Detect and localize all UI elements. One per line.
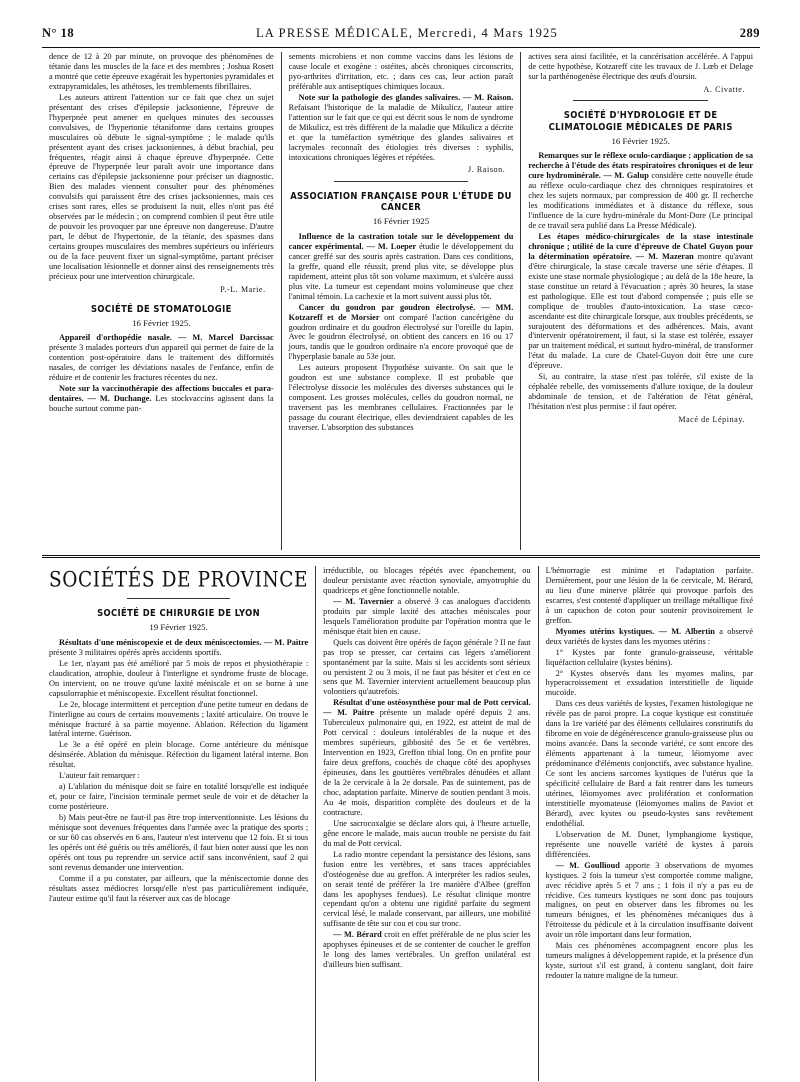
article-lead: — M. Goullioud bbox=[555, 860, 620, 870]
paragraph: Quels cas doivent être opérés de façon générale ? Il ne faut pas trop se presser, car certains cas légers s'améliorent spontanément par la suite. Mais si les accidents sont sérieux ou persistent 2 ou 3 mois, il ne faut pas hésiter et c'est en ce sens que M. Tavernier intervient actuellement beaucoup plus volontiers qu'autrefois. bbox=[323, 637, 531, 697]
section-title-cancer: ASSOCIATION FRANÇAISE POUR L'ÉTUDE DU CANCER bbox=[290, 191, 512, 214]
article-lead: — M. Bérard bbox=[333, 930, 382, 940]
top-column-2 bbox=[281, 52, 521, 550]
article-lead: Remarques sur le réflexe oculo-cardiaque ; application de sa recherche à l'étude des états respiratoires chroniques et de leur cure hydrominérale. — M. Galup bbox=[528, 151, 754, 181]
paragraph: 1° Kystes par fonte granulo-graisseuse, véritable liquéfaction cellulaire (kystes bénins). bbox=[545, 647, 754, 667]
signature: J. Raison. bbox=[468, 165, 506, 175]
article-lead: Influence de la castration totale sur le développement du cancer expérimental. — M. Loeper bbox=[288, 231, 514, 251]
issue-number: N° 18 bbox=[42, 26, 75, 40]
paragraph bbox=[546, 627, 753, 647]
paragraph: Le 2e, blocage intermittent et perception d'une petite tumeur en dedans de l'interligne au cours de certains mouvements ; laxité articulaire. On trouve le ménisque fracturé à sa partie moyenne. Ablation. Réfection du ligament latéral interne. Guérison. bbox=[49, 699, 309, 739]
signature: Macé de Lépinay. bbox=[678, 415, 746, 425]
paragraph bbox=[289, 232, 514, 302]
paragraph: Dans ces deux variétés de kystes, l'examen histologique ne révèle pas de paroi propre. La coque kystique est constituée dans la 1re variété par des éléments cellulaires constitutifs du fibrome en voie de dégénérescence granulo-graisseuse plus ou moins avancée. Dans la seconde variété, ce sont encore des éléments appartenant à la tumeur, léiomyome avec prédominance d'éléments conjonctifs, avec substance hyaline. Ce sont les anciens sarcomes kystiques de l'utérus que la spécificité cellulaire de Bard a fait rentrer dans les tumeurs utérines, léiomyomes avec prolifération et conformation interstitielle myomateuse (léiomyomes malins de Paviot et Bérard), avec kystes ou pseudo-kystes sans revêtement endothélial. bbox=[545, 699, 754, 828]
divider bbox=[573, 100, 708, 101]
paragraph: Comme il a pu constater, par ailleurs, que la méniscectomie donne des résultats assez médiocres lorsqu'elle n'est pas particulièrement indiquée, l'auteur estime qu'il faut la réserver aux cas de blocage bbox=[49, 873, 309, 903]
paragraph: Le 3e a été opéré en plein blocage. Corne antérieure du ménisque désinsérée. Ablation du ménisque. Réfection du ligament latéral interne. Bon résultat. bbox=[49, 740, 309, 770]
article-body: a observé deux variétés de kystes dans les myomes utérins : bbox=[545, 626, 754, 646]
paragraph: La radio montre cependant la persistance des lésions, sans fusion entre les vertèbres, et sans traces appréciables d'ostéogenèse due au greffon. A interpréter les radios seules, on serait tenté de préférer la 1re manière d'Albee (greffon dans les apophyses fendues). Le résultat clinique montre cependant qu'on a obtenu une rigidité parfaite du segment cervical lésé, le malade conservant, par ailleurs, une mobilité suffisante de tête sur cou et cou sur tronc. bbox=[323, 849, 531, 929]
article-lead: Note sur la vaccinothérapie des affections buccales et para-dentaires. — M. Duchange. bbox=[49, 383, 274, 403]
paragraph bbox=[323, 930, 530, 970]
article-lead: Résultat d'une ostéosynthèse pour mal de Pott cervical. — M. Paitre bbox=[323, 698, 531, 718]
main-section-title: SOCIÉTÉS DE PROVINCE bbox=[49, 568, 309, 593]
paragraph: Les auteurs attirent l'attention sur ce fait que chez un sujet présentant des crises d'épilepsie jacksonienne, l'épreuve de l'hyperpnée peut amener en quelques minutes des secousses convulsives, de l'hypertonie tétaniforme dans certains groupes musculaires où débute le signal-symptôme ; le malade qu'ils présentent ayant des crises jacksoniennes, à début brachial, peu fréquentes, réagit ainsi à chaque épreuve d'hyperpnée. Cette épreuve de l'hyperpnée leur paraît avoir une importance dans certains cas d'épilepsie jacksonienne pour préciser un diagnostic. Bien des malades viennent consulter pour des phénomènes convulsifs qui paraissent être des crises jacksoniennes, mais ces crises sont rares, elles se produisent la nuit, elles n'ont pas été observées par le médecin ; on comprend combien il peut être utile de pouvoir les provoquer par une épreuve non dangereuse. D'autre part, le début de l'hypertonie, de la tétanie, des spasmes dans certains groupes musculaires des membres supérieurs ou inférieurs ou de la face peuvent fixer un signal-symptôme, partant préciser une localisation lésionnelle et donner ainsi des renseignements très précieux pour une intervention chirurgicale. bbox=[49, 92, 274, 281]
article-body: ont comparé l'action cancérigène du goudron ordinaire et du goudron électrolysé sur l'oreille du lapin. Avec le goudron électrolysé, on obtient des cancers en 16 ou 17 jours, tandis que le goudron ordinaire n'a encore provoqué que de l'hyperplasie banale au 53e jour. bbox=[288, 312, 514, 362]
section-title-hydrologie: SOCIÉTÉ D'HYDROLOGIE ET DE CLIMATOLOGIE MÉDICALES DE PARIS bbox=[548, 110, 733, 133]
bottom-column-3 bbox=[538, 566, 760, 1081]
paragraph: dence de 12 à 20 par minute, on provoque des phénomènes de tétanie dans les muscles de la face et des membres ; Joshua Rosett a montré que cette épreuve exagérait les hypertonies pyramidales et extrapyramidales, les athétoses, les tremblements fibrillaires. bbox=[49, 52, 274, 91]
article-lead: Myomes utérins kystiques. — M. Albertin bbox=[555, 626, 715, 636]
paragraph: Si, au contraire, la stase n'est pas tolérée, s'il existe de la céphalée rebelle, des vomissements d'allure toxique, de la douleur abdominale de tension, et de l'altération de l'état général, l'hésitation n'est plus permise : il faut opérer. bbox=[528, 372, 754, 412]
article-lead: Cancer du goudron par goudron électrolysé. — MM. Kotzareff et de Morsier bbox=[288, 302, 514, 322]
article-lead: Note sur la pathologie des glandes salivaires. — M. Raison. bbox=[298, 92, 514, 102]
bottom-column-2 bbox=[315, 566, 537, 1081]
paragraph bbox=[49, 384, 274, 414]
paragraph: b) Mais peut-être ne faut-il pas être trop interventionniste. Les lésions du ménisque sont devenues fréquentes dans l'armée avec la pratique des sports ; or sur 60 cas observés en 6 ans, l'auteur n'est intervenu que 12 fois. Et si tous les opérés ont été guéris ou très améliorés, il faut bien noter aussi que les non opérés ont tous pu reprendre un service actif sans inconvénient, sauf 2 qui sont revenus demander une intervention. bbox=[49, 813, 309, 872]
paragraph: 2° Kystes observés dans les myomes malins, par hyperacroissement et exsudation interstitielle de liquide mucoïde. bbox=[545, 668, 754, 698]
top-column-3 bbox=[520, 52, 760, 550]
article-lead: Appareil d'orthopédie nasale. — M. Marcel Darcissac bbox=[59, 333, 274, 343]
paragraph: Une sacrocoxalgie se déclare alors qui, à l'heure actuelle, gêne encore le malade, mais aucun trouble ne persiste du fait du mal de Pott cervical. bbox=[323, 818, 531, 848]
paragraph: actives sera ainsi facilitée, et la cancérisation accélérée. A l'appui de cette hypothèse, Kotzareff cite les travaux de J. Lœb et Delage sur la parthénogenèse électrique des œufs d'oursin. bbox=[528, 52, 754, 81]
paragraph bbox=[528, 232, 753, 371]
page-header bbox=[42, 26, 760, 44]
divider bbox=[334, 181, 469, 182]
paragraph bbox=[289, 303, 514, 363]
article-body: apporte 3 observations de myomes kystiques. 2 fois la tumeur s'est comportée comme maligne, avec récidive après 5 et 7 ans ; 1 fois il n'y a pas eu de récidive. Ces tumeurs kystiques ne sont donc pas toujours malignes, on peut en observer dans les fibromes ou les tumeurs bénignes, et les phénomènes mécaniques dus à l'étroitesse du pédicule et à la circulation insuffisante doivent avoir un rôle important dans leur formation. bbox=[545, 860, 754, 940]
bottom-column-1 bbox=[42, 566, 315, 1081]
top-band bbox=[42, 52, 760, 550]
article-lead: Les étapes médico-chirurgicales de la stase intestinale chronique ; utilité de la cure d'épreuve de Chatel Guyon pour la détermination opératoire. — M. Mazeran bbox=[528, 231, 754, 261]
article-body: montre qu'avant d'être chirurgicale, la stase cæcale traverse une série d'étapes. Il existe une stase normale physiologique ; au delà de la 18e heure, la stase constitue un retard à l'évacuation ; après 30 heures, la stase est pathologique. Elle est tout d'abord compensée ; puis elle se complique de troubles d'auto-intoxication. La stase cæco-ascendante est dite chirurgicale lorsque, aux troubles précédents, se surajoutent des déformations et des adhérences. Mais, avant d'intervenir opératoirement, il faut, si la stase est tolérée, essayer par un traitement médical, et surtout hydro-minéral, de transformer l'état du malade. La cure de Chatel-Guyon doit être une cure d'épreuve. bbox=[528, 251, 754, 371]
article-body: Refaisant l'historique de la maladie de Mikulicz, l'auteur attire l'attention sur le fait que ce qui est décrit sous le nom de syndrome de Mikulicz, est très différent de la maladie que Mikulicz a décrite et que la tuméfaction symétrique des glandes salivaires et lacrymales reconnaît des étiologies très diverses : syphilis, intoxications chroniques légères et répétées. bbox=[288, 102, 514, 162]
article-body: présente 3 militaires opérés après accidents sportifs. bbox=[49, 647, 222, 657]
signature: A. Civatte. bbox=[703, 84, 746, 94]
section-date: 16 Février 1925. bbox=[611, 135, 670, 146]
paragraph: a) L'ablation du ménisque doit se faire en totalité lorsqu'elle est indiquée et, pour ce faire, l'incision terminale permet seule de voir et de détacher la corne postérieure. bbox=[49, 782, 309, 812]
section-date: 16 Février 1925 bbox=[372, 216, 430, 227]
article-body: a observé 3 cas analogues d'accidents produits par simple laxité des attaches méniscales pour lesquels l'amélioration produite par l'opération montra que le ménisque était bien en cause. bbox=[323, 596, 531, 636]
article-body: croit en effet préférable de ne plus scier les apophyses épineuses et de se contenter de coucher le greffon le long des lames vertébrales. Un greffon unilatéral est d'ailleurs bien suffisant. bbox=[323, 930, 531, 970]
paragraph: Le 1er, n'ayant pas été amélioré par 5 mois de repos et physiothérapie : claudication, atrophie, douleur à l'interligne et syndrome fruste de blocage. On intervient, on ne trouve qu'une laxité méniscale et on se borne à une capsulorraphie et méniscopexie. Excellent résultat fonctionnel. bbox=[49, 658, 309, 698]
paragraph bbox=[323, 698, 530, 817]
article-body: présente un malade opéré depuis 2 ans. Tuberculeux pulmonaire qui, en 1922, est atteint de mal de Pott cervical : douleurs intolérables de la nuque et des membres supérieurs, gibbosité des 5e et 6e vertèbres. Intervention en 1923, Greffon tibial long. On en profite pour faire deux greffons, couchés de chaque côté des apophyses épineuses, dans les gouttières vertébrales dénudées et allant de la 2e cervicale à la 2e dorsale. Pas de suintement, pas de choc, adaptation parfaite. Minerve de soutien pendant 3 mois. Au 4e mois, disparition complète des douleurs et de la contracture. bbox=[323, 708, 531, 817]
bottom-band bbox=[42, 566, 760, 1081]
journal-title: LA PRESSE MÉDICALE, Mercredi, 4 Mars 1925 bbox=[255, 26, 558, 40]
paragraph: L'hémorragie est minime et l'adaptation parfaite. Dernièrement, pour une lésion de la 6e cervicale, M. Bérard, au lieu d'une minerve plâtrée qui provoque parfois des escarres, s'est contenté d'appliquer un treillage métallique fixé à un capuchon de coton pour soutenir provisoirement le greffon. bbox=[545, 566, 754, 625]
paragraph: Mais ces phénomènes accompagnent encore plus les tumeurs malignes à développement rapide, et la présence d'un kyste, surtout s'il est grand, à contenu sanglant, doit faire redouter la nature maligne de la tumeur. bbox=[545, 941, 754, 981]
article-body: considère cette nouvelle étude au réflexe oculo-cardiaque chez des chroniques respiratoires et chez les sujets normaux, par compression de 400 gr. Il recherche les modifications immédiates et à distance du réflexe, sous l'influence de la cure hydro-minérale du Mont-Dore (Le principal de ce travail sera publié dans La Presse Médicale). bbox=[528, 171, 754, 230]
paragraph: irréductible, ou blocages répétés avec épanchement, ou douleur persistante avec réaction synoviale, amyotrophie du quadriceps et gêne fonctionnelle notable. bbox=[323, 566, 531, 595]
paragraph: L'auteur fait remarquer : bbox=[59, 771, 140, 781]
paragraph: L'observation de M. Dunet, lymphangiome kystique, représente une nouvelle variété de kystes à parois différenciées. bbox=[545, 829, 754, 859]
header-rule bbox=[42, 47, 760, 48]
article-body: Les stockvaccins agissent dans la bouche surtout comme pan- bbox=[49, 393, 274, 413]
section-title-stomatologie: SOCIÉTÉ DE STOMATOLOGIE bbox=[90, 303, 232, 315]
paragraph: Les auteurs proposent l'hypothèse suivante. On sait que le goudron est une substance complexe. Il est probable que l'électrolyse dissocie les molécules des diverses substances qui le composent. Les grosses molécules, celles du goudron normal, ne traversent pas les membranes cellulaires. Fractionnées par le passage du courant électrique, elles deviendraient capables de les traverser. L'absorption des substances bbox=[288, 363, 514, 433]
paragraph: sements microbiens et non comme vaccins dans les lésions de cause locale et exogène : ostéites, abcès chroniques circonscrits, pyo-arthrites d'irritation, etc. ; dans ces cas, leur action paraît préférable aux antiseptiques chimiques locaux. bbox=[288, 52, 514, 91]
section-date: 19 Février 1925. bbox=[149, 622, 208, 633]
paragraph bbox=[528, 151, 753, 231]
paragraph bbox=[289, 93, 514, 163]
paragraph bbox=[323, 597, 530, 637]
article-lead: Résultats d'une méniscopexie et de deux méniscectomies. — M. Paitre bbox=[59, 637, 309, 647]
top-column-1 bbox=[42, 52, 281, 550]
section-title-chirurgie-lyon: SOCIÉTÉ DE CHIRURGIE DE LYON bbox=[97, 608, 261, 620]
paragraph bbox=[49, 638, 308, 658]
band-separator bbox=[42, 555, 760, 558]
paragraph bbox=[546, 861, 753, 941]
page-number: 289 bbox=[739, 26, 760, 40]
article-body: étudie le développement du cancer greffé sur des souris après castration. Dans ces conditions, la greffe, quand elle réussit, prend plus vite, se développe plus rapidement, atteint plus tôt son volume maximum, et s'ulcère aussi plus vite. La tumeur est cependant moins volumineuse que chez l'animal témoin. La cachexie et la mort suivent aussi plus tôt. bbox=[288, 241, 514, 301]
paragraph bbox=[49, 333, 274, 383]
signature: P.-L. Marie. bbox=[220, 284, 266, 294]
article-lead: — M. Tavernier bbox=[333, 596, 394, 606]
divider bbox=[127, 598, 231, 599]
section-date: 16 Février 1925. bbox=[132, 317, 191, 328]
article-body: présente 3 malades porteurs d'un appareil qui permet de faire de la contention post-opératoire dans le traitement des difformités nasales, de corriger les déviations nasales de l'enfance, enfin de réduire et de contenir les fractures récentes du nez. bbox=[49, 343, 274, 383]
